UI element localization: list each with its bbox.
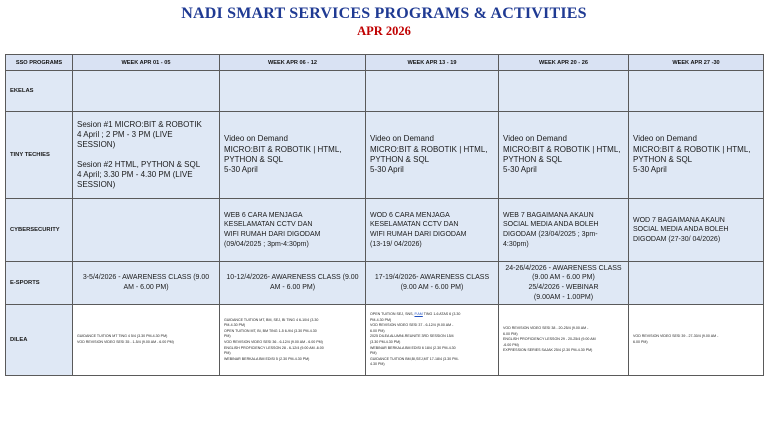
dilea-entry-line: VOD REVISION VIDEO SESI 39 - 27-30/4 (9.00 AM - bbox=[633, 334, 719, 339]
esports-entry-line: AM - 6.00 PM) bbox=[123, 284, 169, 291]
vod-topics-cont: PYTHON & SQL bbox=[224, 155, 284, 164]
column-header-week-5: WEEK APR 27 -30 bbox=[629, 55, 764, 71]
esports-week-3-cell bbox=[366, 262, 499, 305]
esports-entry-line: (9.00AM - 1.00PM) bbox=[533, 293, 594, 301]
dilea-entry-line: 6.00 PM) bbox=[633, 340, 648, 344]
dilea-entry-line: 4.30 PM) bbox=[370, 362, 385, 367]
esports-week-5-cell bbox=[629, 262, 764, 305]
program-name-cybersecurity: CYBERSECURITY bbox=[6, 199, 73, 262]
cybersecurity-week-3-cell bbox=[366, 199, 499, 262]
dilea-entry-line: PM) bbox=[224, 334, 231, 339]
esports-week-4-cell bbox=[499, 262, 629, 305]
vod-topics: MICRO:BIT & ROBOTIK | HTML, bbox=[633, 144, 751, 154]
table-row-ekelas bbox=[6, 71, 764, 112]
vod-title: Video on Demand bbox=[224, 134, 288, 144]
vod-title: Video on Demand bbox=[370, 134, 434, 144]
cybersecurity-week-1-cell bbox=[73, 199, 220, 262]
vod-dates: 5-30 April bbox=[633, 165, 667, 175]
cyber-entry-line: KESELAMATAN CCTV DAN bbox=[224, 221, 313, 229]
dilea-entry-line: PM) bbox=[370, 351, 377, 356]
tiny-techies-week-3-cell bbox=[366, 112, 499, 199]
dilea-entry-suffix: TING 1-6 ATAS 6 (3.30 bbox=[422, 312, 461, 317]
tiny-techies-week-2-cell bbox=[220, 112, 366, 199]
session-1-time: 4 April ; 2 PM - 3 PM (LIVE bbox=[77, 129, 173, 139]
cyber-entry-line: WEB 6 CARA MENJAGA bbox=[224, 211, 303, 219]
program-schedule-table bbox=[5, 54, 764, 376]
cyber-entry-line: 4:30pm) bbox=[503, 240, 529, 248]
dilea-entry-line: ENGLISH PROFICIENCY LESSON 29 - 20-25/4 (9.00 AM bbox=[503, 337, 596, 342]
dilea-entry-line: WEBINAR BERKALA BM EDISI 5 (2.30 PM-4.30 PM) bbox=[224, 356, 310, 361]
tiny-techies-week-5-cell bbox=[629, 112, 764, 199]
table-row-dilea bbox=[6, 305, 764, 376]
session-1-title: Sesion #1 MICRO:BIT & ROBOTIK bbox=[77, 119, 202, 129]
cyber-entry-line: SOCIAL MEDIA ANDA BOLEH bbox=[633, 226, 729, 234]
cyber-entry-line: (13-19/ 04/2026) bbox=[370, 240, 422, 248]
cyber-entry-line: WOD 6 CARA MENJAGA bbox=[370, 211, 450, 219]
dilea-entry-line: VOD REVISION VIDEO SESI 35 - 1-5/4 (9.00 AM - 6.00 PM) bbox=[77, 340, 174, 344]
dilea-entry-line: WEBINAR BERKALA BM EDISI 6 18/4 (2.30 PM-4.30 bbox=[370, 345, 456, 350]
dilea-entry-line: VOD REVISION VIDEO SESI 38 - 20-25/4 (9.00 AM - bbox=[503, 326, 589, 331]
ekelas-week-3-cell bbox=[366, 71, 499, 112]
session-1-type: SESSION) bbox=[77, 140, 116, 150]
page-subtitle: APR 2026 bbox=[357, 24, 411, 38]
page-title: NADI SMART SERVICES PROGRAMS & ACTIVITIES bbox=[181, 5, 587, 22]
dilea-entry-line: -6.00 PM) bbox=[503, 342, 519, 347]
vod-topics: MICRO:BIT & ROBOTIK | HTML, bbox=[370, 144, 488, 154]
dilea-entry-line: GUIDANCE TUITION MT, BM, SEJ, BI TING 4 6-10/4 (3.30 bbox=[224, 317, 319, 322]
tiny-techies-week-4-cell bbox=[499, 112, 629, 199]
ekelas-week-1-cell bbox=[73, 71, 220, 112]
dilea-entry-prefix: OPEN TUITION SEJ, SNS, bbox=[370, 312, 415, 317]
esports-entry-line: 3-5/4/2026 - AWARENESS CLASS (9.00 bbox=[82, 274, 210, 282]
cyber-entry-line: WIFI RUMAH DARI DIGODAM bbox=[224, 231, 321, 238]
ekelas-week-2-cell bbox=[220, 71, 366, 112]
vod-dates: 5-30 April bbox=[370, 165, 404, 175]
cyber-entry-line: SOCIAL MEDIA ANDA BOLEH bbox=[503, 221, 599, 229]
tiny-techies-week-1-cell bbox=[73, 112, 220, 199]
ekelas-week-5-cell bbox=[629, 71, 764, 112]
ekelas-week-4-cell bbox=[499, 71, 629, 112]
vod-title: Video on Demand bbox=[503, 134, 567, 144]
table-row-cybersecurity bbox=[6, 199, 764, 262]
cybersecurity-week-4-cell bbox=[499, 199, 629, 262]
dilea-entry-line: GUIDANCE TUITION BM,BI,SEJ,MT 17-18/4 (3.30 PM- bbox=[370, 356, 459, 361]
vod-dates: 5-30 April bbox=[224, 165, 258, 175]
dilea-entry-line: (3.30 PM-4.30 PM) bbox=[370, 340, 401, 344]
dilea-entry-line: 6.00 PM) bbox=[370, 328, 385, 333]
table-row-esports bbox=[6, 262, 764, 305]
vod-topics-cont: PYTHON & SQL bbox=[633, 155, 693, 164]
cyber-entry-line: WOD 7 BAGAIMANA AKAUN bbox=[633, 216, 725, 224]
dilea-entry-line: VOD REVISION VIDEO SESI 36 - 6-12/4 (9.00 AM - 6.00 PM) bbox=[224, 340, 323, 344]
dilea-entry-link[interactable]: P.AM bbox=[414, 312, 423, 317]
column-header-week-2: WEEK APR 06 - 12 bbox=[220, 55, 366, 71]
session-2-time: 4 April; 3.30 PM - 4.30 PM (LIVE bbox=[77, 169, 193, 179]
dilea-week-4-cell bbox=[499, 305, 629, 376]
table-header-row bbox=[6, 55, 764, 71]
dilea-week-3-cell bbox=[366, 305, 499, 376]
cyber-entry-line: KESELAMATAN CCTV DAN bbox=[370, 221, 459, 229]
column-header-week-3: WEEK APR 13 - 19 bbox=[366, 55, 499, 71]
esports-entry-line: (9.00 AM - 6.00 PM) bbox=[532, 274, 595, 282]
vod-dates: 5-30 April bbox=[503, 165, 537, 175]
dilea-entry-line: PM-4.30 PM) bbox=[224, 323, 246, 328]
session-2-title: Sesion #2 HTML, PYTHON & SQL bbox=[77, 159, 201, 169]
table-row-tiny-techies bbox=[6, 112, 764, 199]
vod-topics: MICRO:BIT & ROBOTIK | HTML, bbox=[224, 144, 342, 154]
dilea-entry-line: 6.00 PM) bbox=[503, 331, 518, 336]
dilea-entry-line: VOD REVISION VIDEO SESI 37 - 6-12/4 (9.00 AM - bbox=[370, 323, 454, 328]
cybersecurity-week-2-cell bbox=[220, 199, 366, 262]
program-name-esports: E-SPORTS bbox=[6, 262, 73, 305]
dilea-week-1-cell bbox=[73, 305, 220, 376]
dilea-entry-line: OPEN TUITION MT, BI, BM TING 1-5 6-9/4 (3.30 PM-4.30 bbox=[224, 328, 317, 333]
esports-entry-line: 17-19/4/2026- AWARENESS CLASS bbox=[374, 274, 490, 282]
dilea-entry-line: EXPRESSION SERIES SAJAK 25/4 (2.30 PM-4.30 PM) bbox=[503, 348, 593, 353]
esports-entry-line: 10-12/4/2026- AWARENESS CLASS (9.00 bbox=[226, 274, 359, 282]
vod-topics: MICRO:BIT & ROBOTIK | HTML, bbox=[503, 144, 621, 154]
dilea-week-2-cell bbox=[220, 305, 366, 376]
column-header-week-1: WEEK APR 01 - 05 bbox=[73, 55, 220, 71]
program-name-dilea: DILEA bbox=[6, 305, 73, 376]
program-name-tiny-techies: TINY TECHIES bbox=[6, 112, 73, 199]
esports-entry-line: 25/4/2026 - WEBINAR bbox=[528, 284, 599, 291]
cyber-entry-line: WEB 7 BAGAIMANA AKAUN bbox=[503, 211, 594, 219]
vod-title: Video on Demand bbox=[633, 134, 697, 144]
program-name-ekelas: EKELAS bbox=[6, 71, 73, 112]
dilea-entry-line: ENGLISH PROFICIENCY LESSON 28 - 6-12/4 (9.00 AM -6.00 bbox=[224, 345, 324, 350]
vod-topics-cont: PYTHON & SQL bbox=[503, 155, 563, 164]
vod-topics-cont: PYTHON & SQL bbox=[370, 155, 430, 164]
column-header-week-4: WEEK APR 20 - 26 bbox=[499, 55, 629, 71]
dilea-week-5-cell bbox=[629, 305, 764, 376]
esports-entry-line: (9.00 AM - 6.00 PM) bbox=[400, 284, 464, 291]
esports-entry-line: AM - 6.00 PM) bbox=[269, 284, 316, 291]
cybersecurity-week-5-cell bbox=[629, 199, 764, 262]
cyber-entry-line: WIFI RUMAH DARI DIGODAM bbox=[370, 231, 467, 238]
esports-week-1-cell bbox=[73, 262, 220, 305]
cyber-entry-line: (09/04/2025 ; 3pm-4:30pm) bbox=[224, 240, 309, 248]
dilea-entry-line: GUIDANCE TUITION MT TING 4 5/4 (3.30 PM-4.30 PM) bbox=[77, 334, 168, 339]
session-2-type: SESSION) bbox=[77, 180, 116, 190]
dilea-entry-line: PM-4.30 PM) bbox=[370, 317, 392, 322]
column-header-programs: SSO PROGRAMS bbox=[6, 55, 73, 71]
esports-entry-line: 24-26/4/2026 - AWARENESS CLASS bbox=[505, 264, 622, 272]
esports-week-2-cell bbox=[220, 262, 366, 305]
cyber-entry-line: DIGODAM (23/04/2025 ; 3pm- bbox=[503, 231, 598, 238]
dilea-entry-line: PM) bbox=[224, 351, 231, 356]
cyber-entry-line: DIGODAM (27-30/ 04/2026) bbox=[633, 235, 721, 243]
dilea-entry-line: 2025 DILEA ALUMNI-REUNITE 3RD SESSION 15/4 bbox=[370, 334, 454, 339]
